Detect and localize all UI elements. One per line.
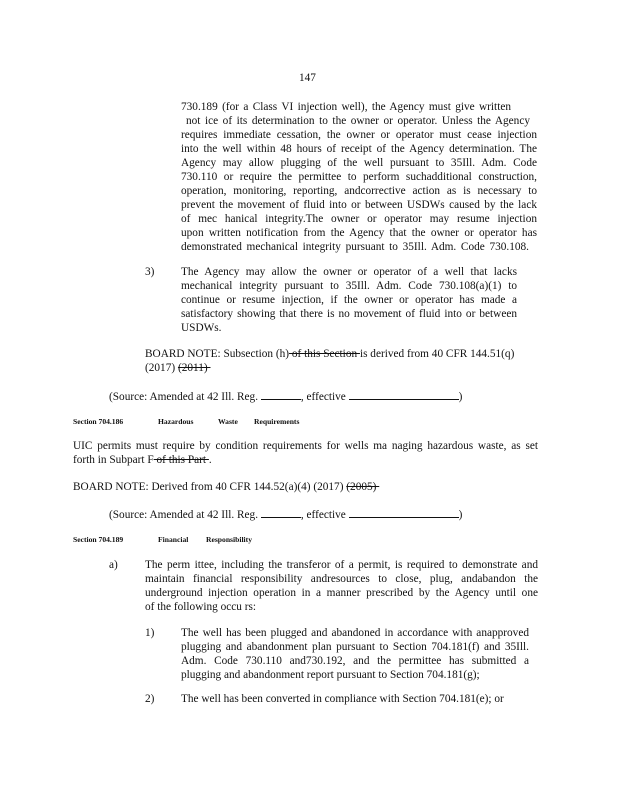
source-note-2-effective: , effective	[300, 509, 346, 521]
p1-line: into the well within 48 hours of receipt of the Agency determination. The	[181, 143, 537, 155]
item-3-label: 3)	[145, 266, 155, 278]
item3-line: mechanical integrity pursuant to 35Ill. Adm. Code 730.108(a)(1) to	[181, 280, 517, 292]
board-note-1-text: BOARD NOTE: Subsection (h)	[145, 348, 290, 360]
page-number: 147	[299, 72, 316, 84]
source-note-1-close: )	[458, 391, 463, 403]
p1-line: not ice of its determination to the owner or operator. Unless the Agency	[186, 115, 530, 127]
item-2-text: The well has been converted in compliance with Section 704.181(e); or	[181, 693, 504, 705]
item3-line: The Agency may allow the owner or operator of a well that lacks	[181, 266, 517, 278]
source-note-1-text: (Source: Amended at 42 Ill. Reg.	[109, 391, 259, 403]
itemA-line: maintain financial responsibility andresources to close, plug, andabandon the	[145, 573, 538, 585]
section-704-189-title-1: Financial	[158, 535, 189, 544]
item1-line: Adm. Code 730.110 and730.192, and the permittee has submitted a	[181, 655, 529, 667]
itemA-line: of the following occu rs:	[145, 601, 257, 613]
effective-date-blank	[349, 389, 459, 400]
section-704-189-number: Section 704.189	[73, 535, 124, 544]
item3-line: USDWs.	[181, 322, 222, 334]
section-704-186-title-1: Hazardous	[158, 417, 194, 426]
itemA-line: The perm ittee, including the transferor of a permit, is required to demonstrate and	[145, 559, 538, 571]
source-note-1	[109, 389, 462, 404]
board-note-2-deleted: (2005)	[346, 481, 380, 493]
item-2-label: 2)	[145, 693, 155, 705]
board-note-2	[73, 481, 379, 494]
item1-line: plugging and abandonment plan pursuant to Section 704.181(f) and 35Ill.	[181, 641, 529, 653]
register-page-blank-2	[261, 507, 301, 518]
item3-line: continue or resume injection, if the owner or operator has made a	[181, 294, 517, 306]
p1-line: Agency may allow plugging of the well pursuant to 35Ill. Adm. Code	[181, 157, 537, 169]
uic-permits-line-2	[73, 454, 212, 467]
board-note-2-text: BOARD NOTE: Derived from 40 CFR 144.52(a)(4) (2017)	[73, 481, 347, 493]
board-note-1-year	[145, 362, 210, 375]
section-704-186-number: Section 704.186	[73, 417, 124, 426]
itemA-line: underground injection operation in a manner prescribed by the Agency until one	[145, 587, 538, 599]
p1-line: requires immediate cessation, the owner or operator must cease injection	[181, 129, 537, 141]
item3-line: satisfactory showing that there is no movement of fluid into or between	[181, 308, 517, 320]
item1-line: plugging and abandonment report pursuant to Section 704.181(g);	[181, 669, 480, 681]
p1-line: upon written notification from the Agency that the owner or operator has	[181, 227, 537, 239]
p1-line: operation, monitoring, reporting, andcorrective action as is necessary to	[181, 185, 537, 197]
section-704-189-title-2: Responsibility	[206, 535, 252, 544]
p1-line: 730.189 (for a Class VI injection well), the Agency must give written	[181, 101, 511, 113]
p1-line: prevent the movement of fluid into or between USDWs caused by the lack	[181, 199, 537, 211]
uic-permits-deleted: of this Part	[153, 454, 209, 466]
p1-line: of mec hanical integrity.The owner or operator may resume injection	[181, 213, 537, 225]
board-note-1-source: is derived from 40 CFR 144.51(q)	[359, 348, 515, 360]
source-note-1-effective: , effective	[300, 391, 346, 403]
section-704-186-title-3: Requirements	[254, 417, 300, 426]
register-page-blank	[261, 389, 301, 400]
item-1-label: 1)	[145, 627, 155, 639]
p1-line: demonstrated mechanical integrity pursuant to 35Ill. Adm. Code 730.108.	[181, 241, 529, 253]
p1-line: 730.110 or require the permittee to perform suchadditional construction,	[181, 171, 537, 183]
board-note-1	[145, 348, 514, 361]
source-note-2-close: )	[458, 509, 463, 521]
source-note-2	[109, 507, 462, 522]
item-a-label: a)	[109, 559, 118, 571]
uic-permits-line-1: UIC permits must require by condition requirements for wells ma naging hazardous waste, as set	[73, 440, 538, 452]
board-note-1-deleted: of this Section	[289, 348, 360, 360]
section-704-186-title-2: Waste	[218, 417, 238, 426]
board-note-1-year-deleted: (2011)	[177, 362, 211, 374]
effective-date-blank-2	[349, 507, 459, 518]
uic-permits-period: .	[208, 454, 212, 466]
source-note-2-text: (Source: Amended at 42 Ill. Reg.	[109, 509, 259, 521]
item1-line: The well has been plugged and abandoned in accordance with anapproved	[181, 627, 529, 639]
board-note-1-year-new: (2017)	[145, 362, 178, 374]
uic-permits-line-2-text: forth in Subpart F	[73, 454, 154, 466]
